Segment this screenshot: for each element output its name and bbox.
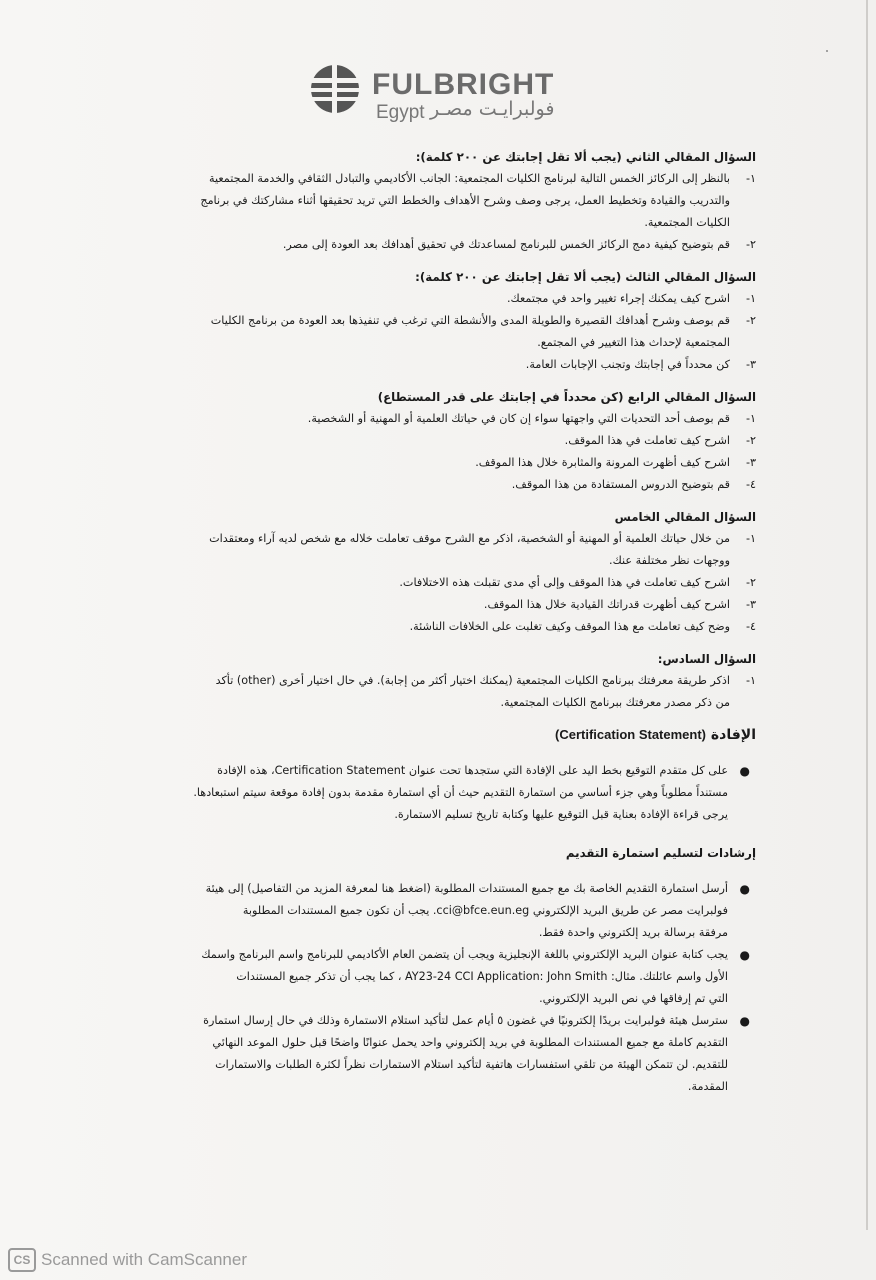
certification-heading-ar: الإفادة <box>710 727 756 743</box>
question-item <box>66 310 756 354</box>
page-edge <box>866 0 868 1230</box>
certification-bullet <box>66 760 756 826</box>
bullet-text-line: يجب كتابة عنوان البريد الإلكتروني باللغة الإنجليزية ويجب أن يتضمن العام الأكاديمي للبرنامج واسم البرنامج واسمك <box>201 948 728 961</box>
bullet-text-line: على كل متقدم التوقيع بخط اليد على الإفادة التي ستجدها تحت عنوان Certification Statement، هذه الإفادة <box>217 764 728 777</box>
item-number: ١- <box>745 674 756 687</box>
section-heading: السؤال المقالي الثاني (يجب ألا تقل إجابتك عن ٢٠٠ كلمة): <box>415 150 756 164</box>
question-section <box>66 506 756 638</box>
item-number: ١- <box>745 292 756 305</box>
bullet-text-line: التقديم كاملة مع جميع المستندات المطلوبة في بريد إلكتروني واحد يحمل عنوانًا واضحًا قبل حلول الموعد النهائي <box>212 1036 728 1049</box>
item-text-line: اشرح كيف يمكنك إجراء تغيير واحد في مجتمعك. <box>506 292 730 305</box>
item-number: ١- <box>745 172 756 185</box>
scan-speck <box>826 50 828 52</box>
item-text-line: من ذكر مصدر معرفتك ببرنامج الكليات المجتمعية. <box>500 696 730 709</box>
question-item <box>66 408 756 430</box>
item-text-line: المجتمعية لإحداث هذا التغيير في المجتمع. <box>537 336 730 349</box>
item-text-line: قم بوصف وشرح أهدافك القصيرة والطويلة المدى والأنشطة التي ترغب في تنفيذها بعد العودة من برنامج الكليات <box>210 314 730 327</box>
item-text-line: وضح كيف تعاملت مع هذا الموقف وكيف تغلبت على الخلافات الناشئة. <box>409 620 730 633</box>
bullet-text-line: المقدمة. <box>687 1080 728 1093</box>
item-text-line: اشرح كيف أظهرت قدراتك القيادية خلال هذا الموقف. <box>483 598 730 611</box>
item-text-line: بالنظر إلى الركائز الخمس التالية لبرنامج الكليات المجتمعية: الجانب الأكاديمي والتبادل الثقافي والخدمة المجتمعية <box>209 172 730 185</box>
item-text-line: من خلال حياتك العلمية أو المهنية أو الشخصية، اذكر مع الشرح موقف تعاملت خلاله مع شخص لديه آراء ومعتقدات <box>209 532 730 545</box>
item-number: ٢- <box>745 314 756 327</box>
item-text-line: ووجهات نظر مختلفة عنك. <box>609 554 730 567</box>
question-section <box>66 386 756 496</box>
question-item <box>66 670 756 714</box>
instruction-bullet <box>66 878 756 944</box>
item-number: ٣- <box>745 456 756 469</box>
item-text-line: والتدريب والقيادة وتخطيط العمل، يرجى وصف وشرح الأهداف والخطط التي تريد تحقيقها أثناء مشاركتك في برنامج <box>200 194 730 207</box>
question-item <box>66 430 756 452</box>
certification-heading-en: (Certification Statement) <box>555 727 707 742</box>
question-item <box>66 288 756 310</box>
certification-section <box>66 724 756 826</box>
bullet-text-line: مرفقة برسالة بريد إلكتروني واحدة فقط. <box>538 926 728 939</box>
logo-country-en: Egypt <box>376 102 425 123</box>
camscanner-icon: CS <box>8 1248 36 1272</box>
item-text-line: كن محدداً في إجابتك وتجنب الإجابات العامة. <box>525 358 730 371</box>
instruction-bullet <box>66 1010 756 1098</box>
question-section <box>66 648 756 714</box>
item-number: ٤- <box>745 478 756 491</box>
bullet-dot: ● <box>739 948 750 962</box>
question-item <box>66 616 756 638</box>
logo-name-en: FULBRIGHT <box>372 68 555 101</box>
bullet-text-line: مستنداً مطلوباً وهي جزء أساسي من استمارة التقديم حيث أن أي استمارة مقدمة بدون إفادة موقعة سيتم استبعادها. <box>193 786 728 799</box>
instruction-bullet <box>66 944 756 1010</box>
question-item <box>66 234 756 256</box>
camscanner-watermark <box>8 1248 247 1272</box>
item-number: ٤- <box>745 620 756 633</box>
item-text-line: اشرح كيف تعاملت في هذا الموقف. <box>564 434 730 447</box>
item-number: ٣- <box>745 598 756 611</box>
item-text-line: قم بتوضيح كيفية دمج الركائز الخمس للبرنامج لمساعدتك في تحقيق أهدافك بعد العودة إلى مصر. <box>282 238 730 251</box>
question-item <box>66 474 756 496</box>
section-heading: السؤال المقالي الثالث (يجب ألا تقل إجابتك عن ٢٠٠ كلمة): <box>415 270 756 284</box>
item-text-line: الكليات المجتمعية. <box>644 216 730 229</box>
item-number: ٢- <box>745 434 756 447</box>
globe-icon <box>310 64 360 114</box>
bullet-text-line: الأول واسم عائلتك. مثال: AY23-24 CCI Application: John Smith ، كما يجب أن تذكر جميع المستندات <box>236 970 728 983</box>
bullet-text-line: أرسل استمارة التقديم الخاصة بك مع جميع المستندات المطلوبة (اضغط هنا لمعرفة المزيد من التفاصيل) إلى هيئة <box>205 882 728 895</box>
question-item <box>66 528 756 572</box>
item-number: ٣- <box>745 358 756 371</box>
certification-heading <box>66 724 756 746</box>
item-number: ١- <box>745 532 756 545</box>
bullet-text-line: يرجى قراءة الإفادة بعناية قبل التوقيع عليها وكتابة تاريخ تسليم الاستمارة. <box>394 808 728 821</box>
question-item <box>66 452 756 474</box>
question-section <box>66 266 756 376</box>
item-text-line: اشرح كيف تعاملت في هذا الموقف وإلى أي مدى تقبلت هذه الاختلافات. <box>399 576 730 589</box>
bullet-dot: ● <box>739 1014 750 1028</box>
logo-name-ar: فولبرايـت مصـر <box>430 98 555 120</box>
item-text-line: قم بتوضيح الدروس المستفادة من هذا الموقف. <box>511 478 730 491</box>
item-number: ٢- <box>745 238 756 251</box>
item-text-line: قم بوصف أحد التحديات التي واجهتها سواء إن كان في حياتك العلمية أو المهنية أو الشخصية. <box>307 412 730 425</box>
fulbright-logo <box>310 62 570 124</box>
document-body <box>66 146 756 1108</box>
question-item <box>66 594 756 616</box>
item-number: ١- <box>745 412 756 425</box>
question-item <box>66 354 756 376</box>
bullet-text-line: التي تم إرفاقها في نص البريد الإلكتروني. <box>539 992 728 1005</box>
bullet-text-line: للتقديم. لن تتمكن الهيئة من تلقي استفسارات هاتفية لتأكيد استلام الاستمارات نظراً لكثرة الطلبات والاستمارات <box>215 1058 728 1071</box>
item-text-line: اشرح كيف أظهرت المرونة والمثابرة خلال هذا الموقف. <box>475 456 730 469</box>
watermark-text: Scanned with CamScanner <box>41 1250 248 1269</box>
question-item <box>66 572 756 594</box>
section-heading: السؤال السادس: <box>657 652 756 666</box>
item-number: ٢- <box>745 576 756 589</box>
item-text-line: اذكر طريقة معرفتك ببرنامج الكليات المجتمعية (يمكنك اختيار أكثر من إجابة). في حال اختيار أخرى (other) تأكد <box>215 674 730 687</box>
instructions-section <box>66 842 756 1098</box>
question-section <box>66 146 756 256</box>
instructions-heading: إرشادات لتسليم استمارة التقديم <box>565 846 756 860</box>
bullet-text-line: سترسل هيئة فولبرايت بريدًا إلكترونيًا في غضون ٥ أيام عمل لتأكيد استلام الاستمارة وذلك في حال إرسال استمارة <box>203 1014 728 1027</box>
bullet-dot: ● <box>739 882 750 896</box>
section-heading: السؤال المقالي الخامس <box>614 510 756 524</box>
question-item <box>66 168 756 234</box>
bullet-dot: ● <box>739 764 750 778</box>
bullet-text-line: فولبرايت مصر عن طريق البريد الإلكتروني cci@bfce.eun.eg. يجب أن تكون جميع المستندات المطلوبة <box>242 904 728 917</box>
section-heading: السؤال المقالي الرابع (كن محدداً في إجابتك على قدر المستطاع) <box>377 390 756 404</box>
